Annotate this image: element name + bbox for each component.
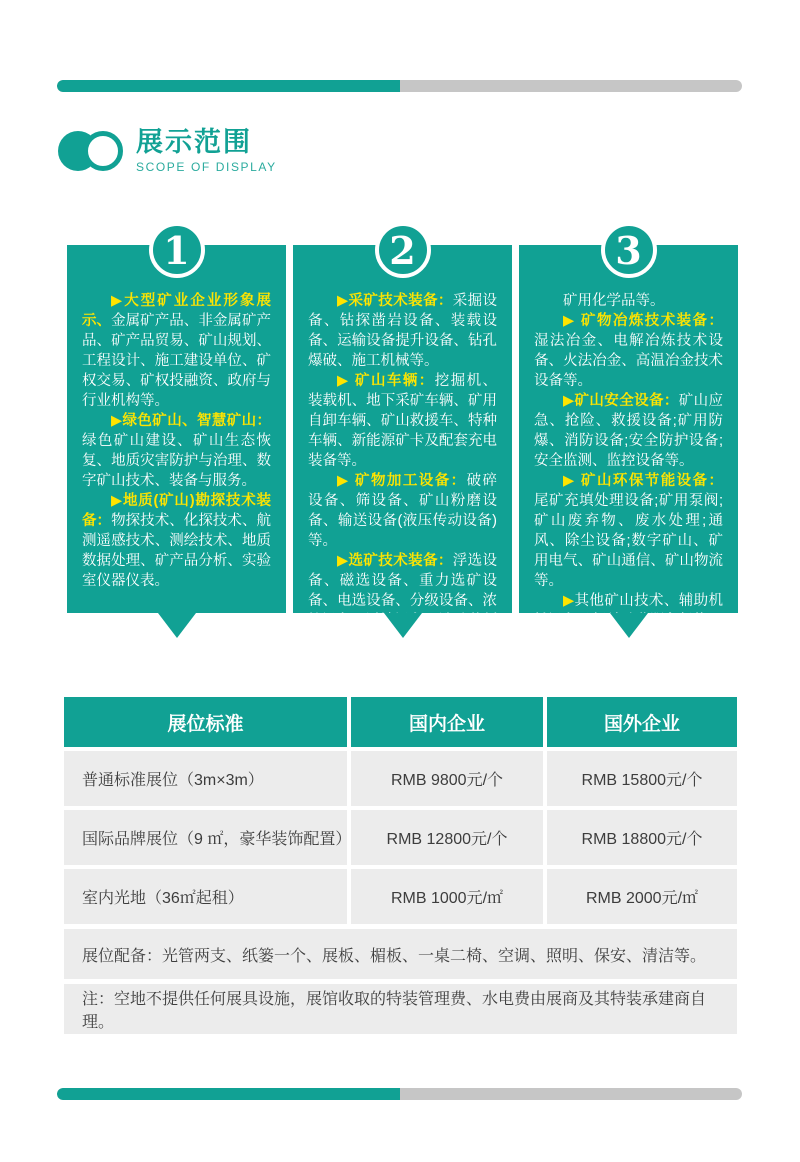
scope-box-2 [293, 245, 512, 649]
scope-paragraph: ▶ 矿物冶炼技术装备：湿法冶金、电解冶炼技术设备、火法冶金、高温冶金技术设备等。 [534, 313, 723, 389]
scope-paragraph: 矿用化学品等。 [563, 293, 665, 309]
scope-paragraph: ▶ 矿山车辆：挖掘机、装载机、地下采矿车辆、矿用自卸车辆、矿山救援车、特种车辆、新能源矿卡及配套充电装备等。 [308, 373, 497, 469]
step-number-badge: 3 [601, 222, 657, 278]
scope-paragraph: ▶ 矿山环保节能设备：尾矿充填处理设备;矿用泵阀;矿山废弃物、废水处理;通风、除尘设备;数字矿山、矿用电气、矿山通信、矿山物流等。 [534, 473, 723, 589]
table-cell: RMB 1000元/㎡ [351, 869, 543, 924]
scope-paragraph: ▶其他矿山技术、辅助机械设备及相关矿业服务机构。 [534, 593, 724, 629]
box-pointer-tail [384, 613, 422, 638]
scope-column-2 [293, 222, 512, 649]
column-header-booth-standard: 展位标准 [64, 697, 347, 747]
section-title: 展示范围 [136, 127, 252, 157]
scope-paragraph: ▶采矿技术装备：采掘设备、钻探凿岩设备、装载设备、运输设备提升设备、钻孔爆破、施工机械等。 [308, 293, 498, 369]
section-title-block [136, 127, 277, 174]
scope-box-1 [67, 245, 286, 613]
box-pointer-tail [610, 613, 648, 638]
column-header-foreign: 国外企业 [547, 697, 737, 747]
booth-equipment-note: 展位配备：光管两支、纸篓一个、展板、楣板、一桌二椅、空调、照明、保安、清洁等。 [64, 929, 737, 979]
box-pointer-tail [158, 613, 196, 638]
scope-paragraph: ▶大型矿业企业形象展示、金属矿产品、非金属矿产品、矿产品贸易、矿山规划、工程设计、施工建设单位、矿权交易、矿权投融资、政府与行业机构等。 [82, 293, 272, 409]
scope-paragraph: ▶绿色矿山、智慧矿山：绿色矿山建设、矿山生态恢复、地质灾害防护与治理、数字矿山技术、装备与服务。 [82, 413, 271, 489]
column-header-domestic: 国内企业 [351, 697, 543, 747]
scope-columns [67, 222, 738, 649]
scope-paragraph: ▶ 矿物加工设备：破碎设备、筛设备、矿山粉磨设备、输送设备(液压传动设备)等。 [308, 473, 497, 549]
top-progress-bar-fill [57, 80, 400, 92]
logo-ring-circle-icon [83, 131, 123, 171]
step-number-badge: 1 [149, 222, 205, 278]
section-subtitle: SCOPE OF DISPLAY [136, 160, 277, 174]
table-cell: RMB 18800元/个 [547, 810, 737, 865]
table-cell: RMB 15800元/个 [547, 751, 737, 806]
scope-paragraph: ▶地质(矿山)勘探技术装备：物探技术、化探技术、航测遥感技术、测绘技术、地质数据处理、矿产品分析、实验室仪器仪表。 [82, 493, 272, 589]
table-cell: RMB 2000元/㎡ [547, 869, 737, 924]
top-progress-bar [57, 80, 742, 92]
table-cell: 室内光地（36㎡起租） [64, 869, 347, 924]
scope-column-1 [67, 222, 286, 638]
bottom-progress-bar-fill [57, 1088, 400, 1100]
pricing-grid [64, 697, 737, 924]
pricing-table [64, 697, 737, 1034]
table-cell: 普通标准展位（3m×3m） [64, 751, 347, 806]
bottom-progress-bar [57, 1088, 742, 1100]
raw-space-note: 注：空地不提供任何展具设施，展馆收取的特装管理费、水电费由展商及其特装承建商自理。 [64, 984, 737, 1034]
step-number-badge: 2 [375, 222, 431, 278]
table-cell: RMB 9800元/个 [351, 751, 543, 806]
scope-box-3 [519, 245, 738, 629]
scope-paragraph: ▶选矿技术装备：浮选设备、磁选设备、重力选矿设备、电选设备、分级设备、浓缩设备、过滤设备、选矿药剂及其它 [308, 553, 498, 649]
scope-column-3 [519, 222, 738, 638]
section-header [58, 127, 277, 174]
table-cell: 国际品牌展位（9 ㎡，豪华装饰配置） [64, 810, 347, 865]
scope-paragraph: ▶矿山安全设备：矿山应急、抢险、救援设备;矿用防爆、消防设备;安全防护设备;安全监测、监控设备等。 [534, 393, 724, 469]
table-cell: RMB 12800元/个 [351, 810, 543, 865]
logo-circles-icon [58, 131, 123, 171]
